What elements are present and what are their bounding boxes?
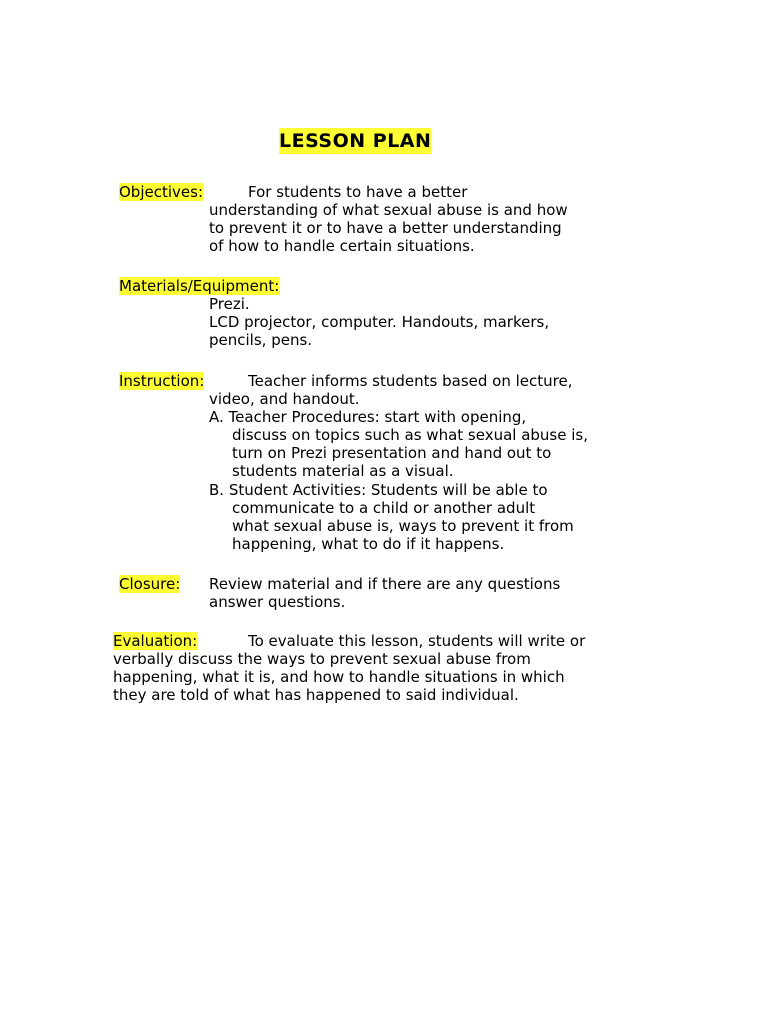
page-title: LESSON PLAN xyxy=(279,130,432,152)
instruction-intro-line-2: video, and handout. xyxy=(209,390,360,408)
objectives-line: understanding of what sexual abuse is and how xyxy=(209,201,568,219)
teacher-procedures-heading: A. Teacher Procedures: start with opening, xyxy=(209,408,527,426)
closure-label: Closure: xyxy=(119,575,181,593)
closure-line: answer questions. xyxy=(209,593,346,611)
teacher-procedures-body xyxy=(232,426,588,480)
objectives-line: to prevent it or to have a better understanding xyxy=(209,219,562,237)
evaluation-body xyxy=(113,650,565,704)
materials-label: Materials/Equipment: xyxy=(119,277,280,295)
materials-line: LCD projector, computer. Handouts, markers, xyxy=(209,313,550,331)
student-activities-line: communicate to a child or another adult xyxy=(232,499,536,517)
teacher-procedures-line: turn on Prezi presentation and hand out to xyxy=(232,444,552,462)
materials-line: Prezi. xyxy=(209,295,250,313)
objectives-line: of how to handle certain situations. xyxy=(209,237,475,255)
closure-line: Review material and if there are any questions xyxy=(209,575,561,593)
student-activities-heading: B. Student Activities: Students will be able to xyxy=(209,481,548,499)
evaluation-line: happening, what it is, and how to handle situations in which xyxy=(113,668,565,686)
teacher-procedures-line: discuss on topics such as what sexual abuse is, xyxy=(232,426,588,444)
instruction-intro-line-1: Teacher informs students based on lecture, xyxy=(248,372,573,390)
objectives-body xyxy=(209,201,568,255)
teacher-procedures-line: students material as a visual. xyxy=(232,462,454,480)
objectives-line-1: For students to have a better xyxy=(248,183,468,201)
objectives-label: Objectives: xyxy=(119,183,203,201)
student-activities-line: happening, what to do if it happens. xyxy=(232,535,505,553)
student-activities-line: what sexual abuse is, ways to prevent it from xyxy=(232,517,574,535)
evaluation-label: Evaluation: xyxy=(113,632,198,650)
evaluation-line-1: To evaluate this lesson, students will write or xyxy=(248,632,586,650)
closure-body xyxy=(209,575,560,611)
instruction-label: Instruction: xyxy=(119,372,205,390)
student-activities-body xyxy=(232,499,574,553)
materials-body xyxy=(209,295,549,349)
materials-line: pencils, pens. xyxy=(209,331,313,349)
evaluation-line: verbally discuss the ways to prevent sexual abuse from xyxy=(113,650,531,668)
evaluation-line: they are told of what has happened to said individual. xyxy=(113,686,519,704)
